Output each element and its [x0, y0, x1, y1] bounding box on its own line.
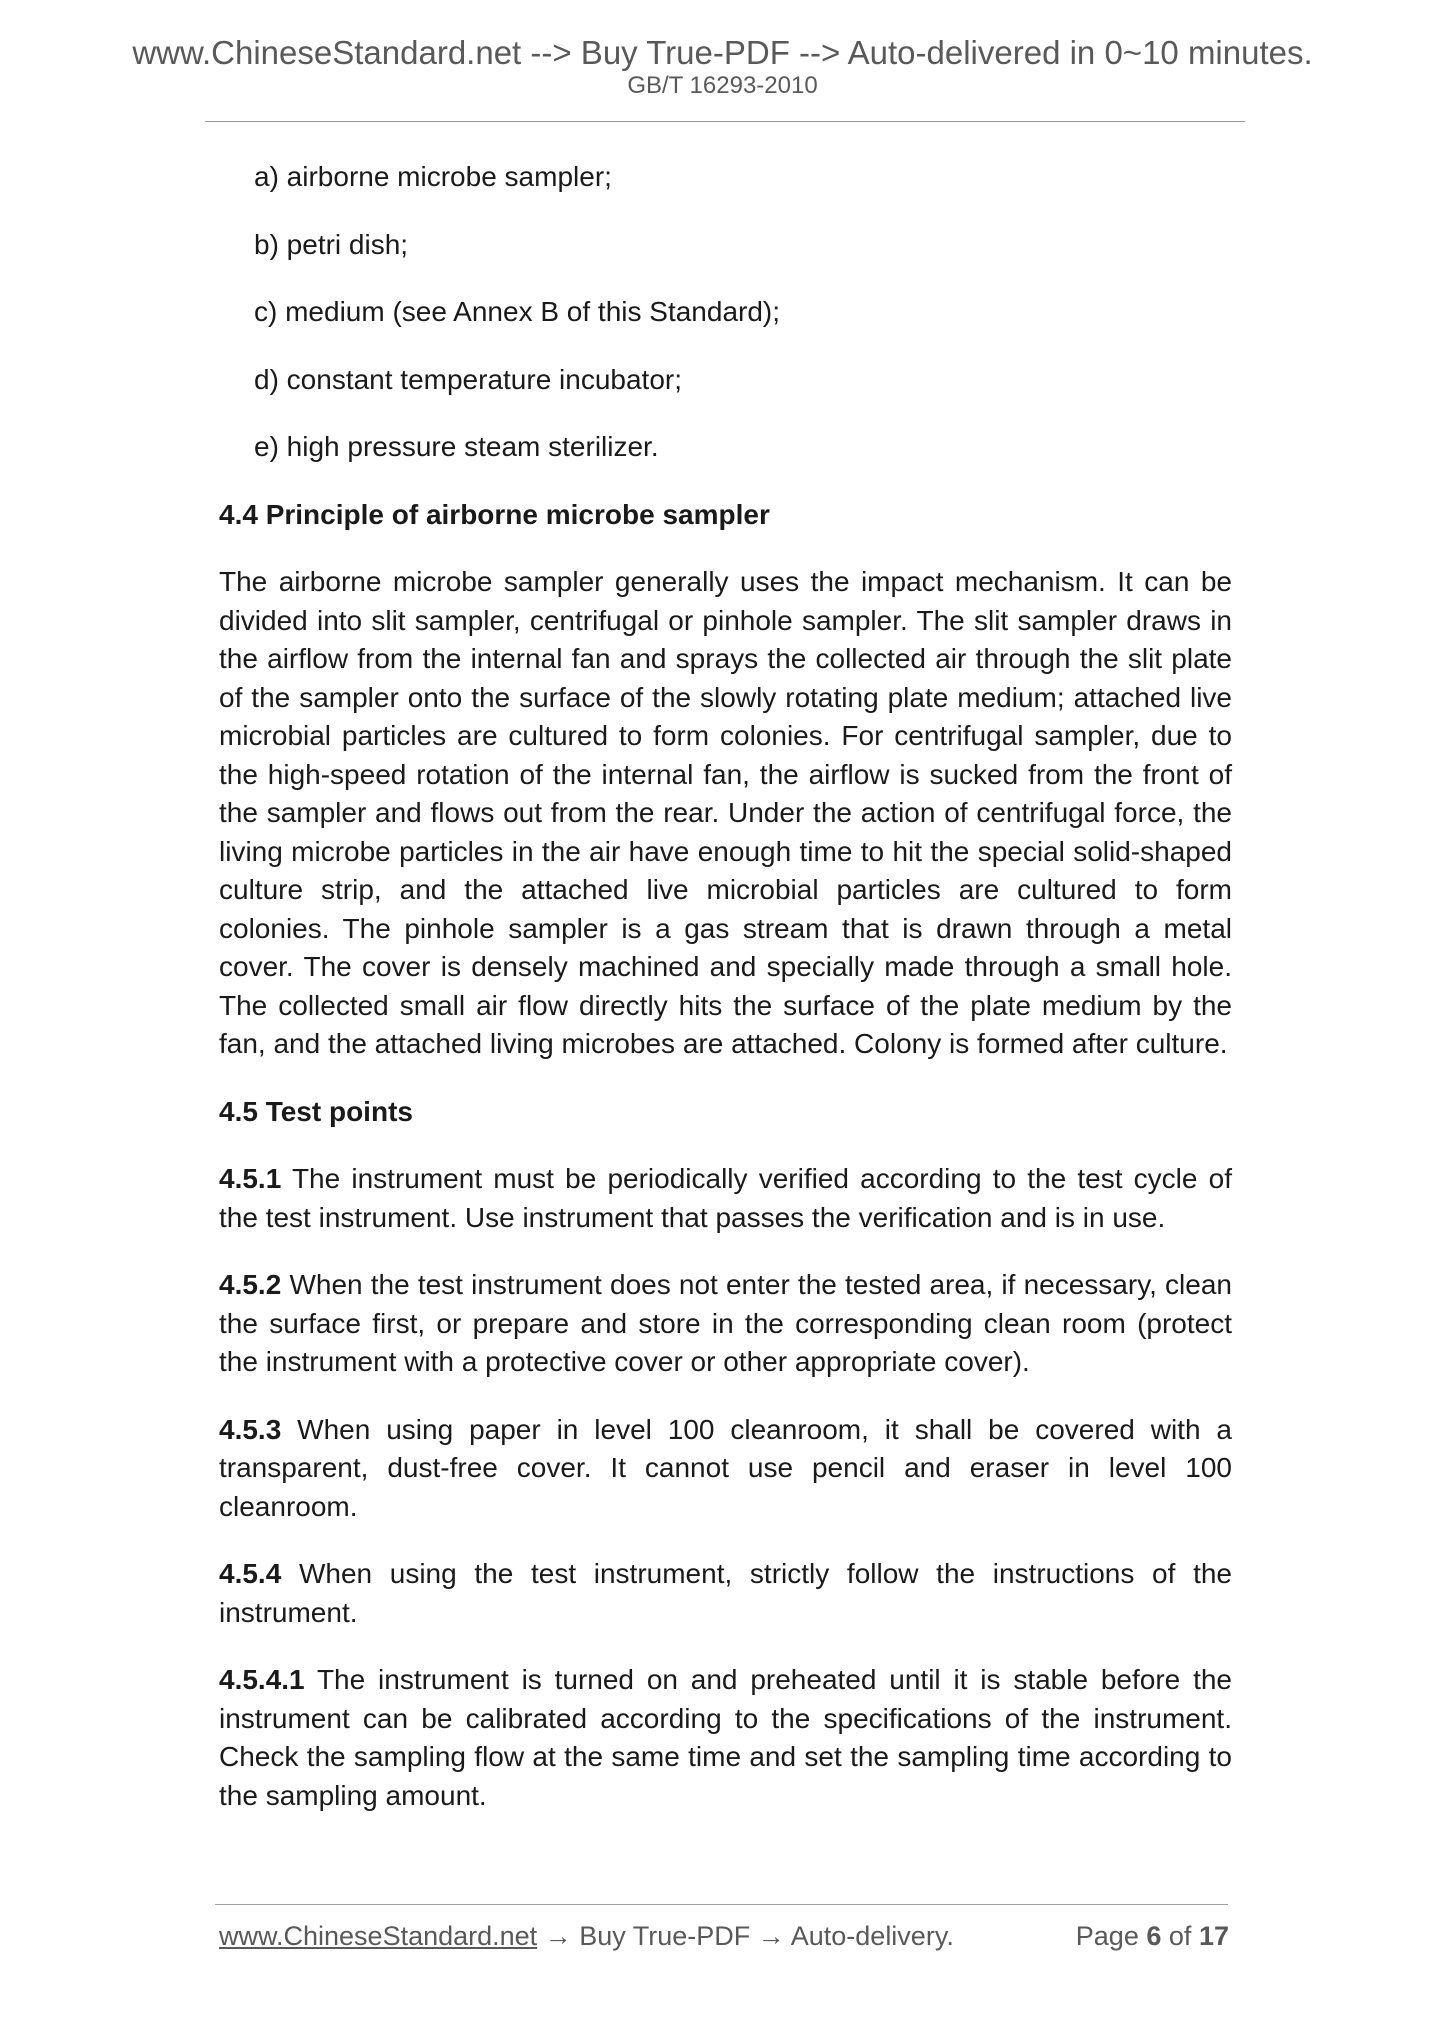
page-label: Page: [1075, 1921, 1139, 1951]
standard-code: GB/T 16293-2010: [627, 72, 818, 99]
of-label: of: [1168, 1921, 1192, 1951]
clause-text: The instrument must be periodically verified according to the test cycle of the test instrument. Use instrument that passes the verification and is in use.: [219, 1163, 1232, 1233]
clause-4-5-2: [219, 1266, 1232, 1382]
list-item: d) constant temperature incubator;: [254, 363, 683, 395]
clause-number: 4.5.1: [219, 1163, 282, 1194]
clause-text: The instrument is turned on and preheated until it is stable before the instrument can be calibrated according to the specifications of the instrument. Check the sampling flow at the same time and set the sampling time according to the sampling amount.: [219, 1664, 1232, 1811]
footer-site-link[interactable]: www.ChineseStandard.net: [219, 1921, 538, 1951]
section-heading-4-4: 4.4 Principle of airborne microbe sampler: [219, 498, 770, 530]
total-pages: 17: [1198, 1921, 1229, 1951]
header-divider: [205, 121, 1245, 122]
clause-text: When the test instrument does not enter the tested area, if necessary, clean the surface first, or prepare and store in the corresponding clean room (protect the instrument with a protective cover or other appropriate cover).: [219, 1269, 1232, 1377]
clause-number: 4.5.2: [219, 1269, 282, 1300]
clause-4-5-3: [219, 1411, 1232, 1527]
clause-number: 4.5.4: [219, 1558, 282, 1589]
page-number: 6: [1146, 1921, 1162, 1951]
page-footer: [219, 1919, 1229, 1953]
clause-4-5-4: [219, 1555, 1232, 1632]
page-content: [219, 158, 1232, 1844]
clause-text: When using paper in level 100 cleanroom, it shall be covered with a transparent, dust-free cover. It cannot use pencil and eraser in level 100 cleanroom.: [219, 1413, 1232, 1522]
page-indicator: [1076, 1919, 1229, 1953]
section-4-4-paragraph: The airborne microbe sampler generally uses the impact mechanism. It can be divided into slit sampler, centrifugal or pinhole sampler. The slit sampler draws in the airflow from the internal fan and sprays the collected air through the slit plate of the sampler onto the surface of the slowly rotating plate medium; attached live microbial particles are cultured to form colonies. For centrifugal sampler, due to the high-speed rotation of the internal fan, the airflow is sucked from the front of the sampler and flows out from the rear. Under the action of centrifugal force, the living microbe particles in the air have enough time to hit the special solid-shaped culture strip, and the attached live microbial particles are cultured to form colonies. The pinhole sampler is a gas stream that is drawn through a metal cover. The cover is densely machined and specially made through a small hole. The collected small air flow directly hits the surface of the plate medium by the fan, and the attached living microbes are attached. Colony is formed after culture.: [219, 566, 1232, 1059]
clause-4-5-1: [219, 1160, 1232, 1237]
footer-tagline: → Buy True-PDF → Auto-delivery.: [537, 1921, 954, 1951]
section-heading-4-5: 4.5 Test points: [219, 1095, 413, 1127]
clause-4-5-4-1: [219, 1661, 1232, 1815]
list-item: a) airborne microbe sampler;: [254, 161, 612, 192]
header-banner: www.ChineseStandard.net --> Buy True-PDF --> Auto-delivered in 0~10 minutes.: [132, 34, 1313, 71]
list-item: c) medium (see Annex B of this Standard);: [254, 296, 781, 327]
clause-number: 4.5.3: [219, 1413, 282, 1445]
footer-divider: [215, 1904, 1228, 1905]
clause-number: 4.5.4.1: [219, 1664, 305, 1695]
list-item: e) high pressure steam sterilizer.: [254, 431, 659, 462]
clause-text: When using the test instrument, strictly follow the instructions of the instrument.: [219, 1558, 1232, 1628]
list-item: b) petri dish;: [254, 228, 409, 260]
